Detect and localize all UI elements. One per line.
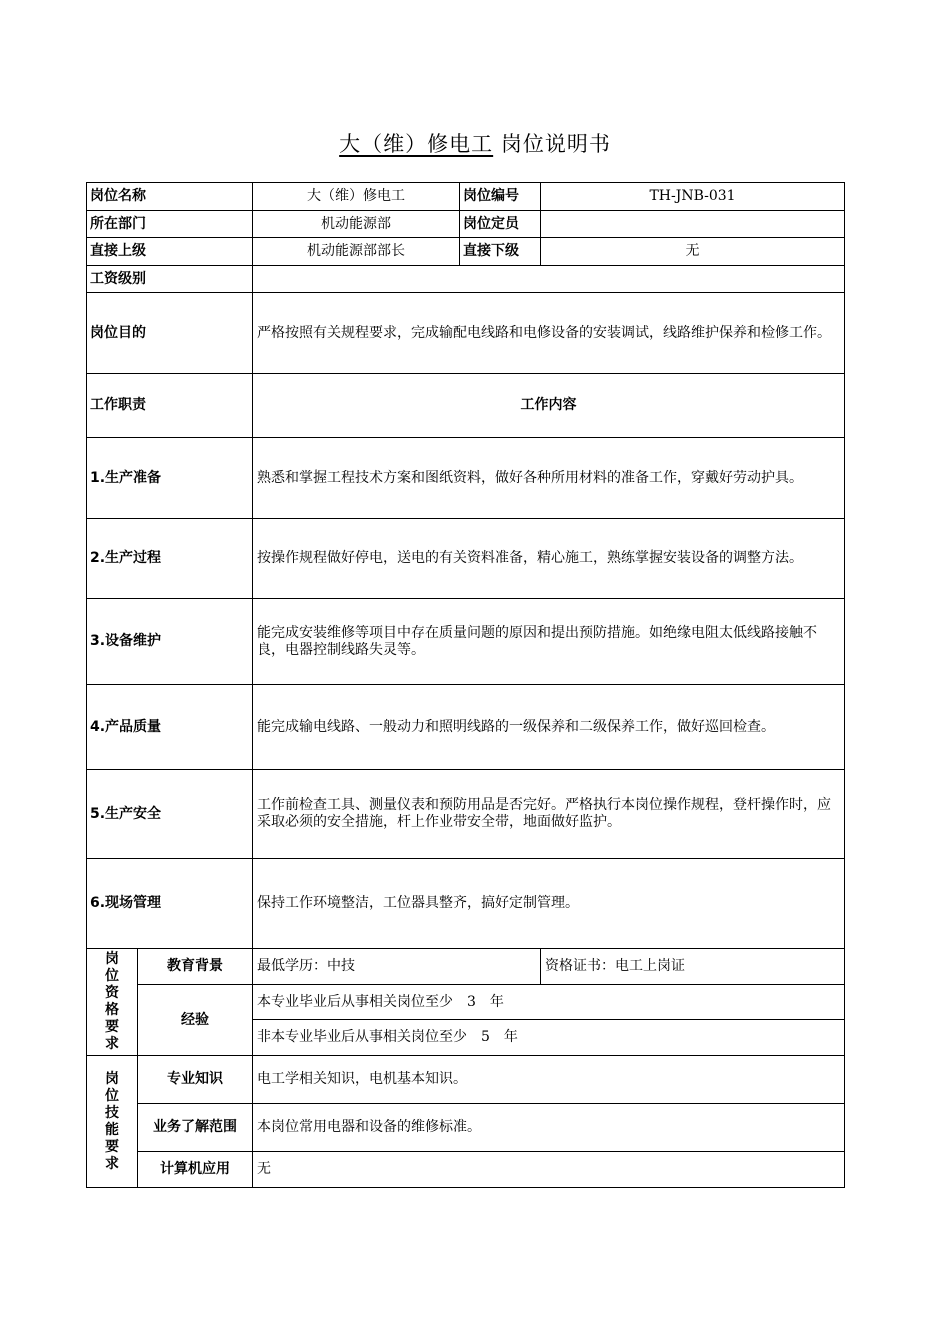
staff-value (541, 211, 845, 238)
post-code-label: 岗位编号 (460, 183, 541, 211)
duty-label: 2.生产过程 (87, 519, 253, 599)
scope-label: 业务了解范围 (138, 1104, 253, 1152)
certificate-value: 资格证书：电工上岗证 (541, 949, 845, 985)
subordinate-value: 无 (541, 238, 845, 266)
scope-value: 本岗位常用电器和设备的维修标准。 (253, 1104, 845, 1152)
duty-label: 6.现场管理 (87, 859, 253, 949)
row-education (87, 949, 845, 985)
row-superior (87, 238, 845, 266)
duty-row (87, 438, 845, 519)
duty-label: 5.生产安全 (87, 770, 253, 859)
duty-content: 熟悉和掌握工程技术方案和图纸资料，做好各种所用材料的准备工作，穿戴好劳动护具。 (253, 438, 845, 519)
row-duties-header (87, 374, 845, 438)
knowledge-value: 电工学相关知识，电机基本知识。 (253, 1056, 845, 1104)
duties-header-label: 工作职责 (87, 374, 253, 438)
skills-group-label: 岗位技能要求 (87, 1056, 138, 1188)
dept-label: 所在部门 (87, 211, 253, 238)
salary-label: 工资级别 (87, 266, 253, 293)
duty-row (87, 599, 845, 685)
post-name-value: 大（维）修电工 (253, 183, 460, 211)
superior-value: 机动能源部部长 (253, 238, 460, 266)
page-title-main: 大（维）修电工 (339, 132, 494, 156)
row-salary (87, 266, 845, 293)
experience-label: 经验 (138, 985, 253, 1056)
post-code-value: TH-JNB-031 (541, 183, 845, 211)
computer-value: 无 (253, 1152, 845, 1188)
row-purpose (87, 293, 845, 374)
row-knowledge (87, 1056, 845, 1104)
duty-content: 按操作规程做好停电，送电的有关资料准备，精心施工，熟练掌握安装设备的调整方法。 (253, 519, 845, 599)
row-scope (87, 1104, 845, 1152)
page-title-suffix: 岗位说明书 (500, 132, 611, 156)
duty-content: 能完成安装维修等项目中存在质量问题的原因和提出预防措施。如绝缘电阻太低线路接触不良，电器控制线路失灵等。 (253, 599, 845, 685)
duty-row (87, 519, 845, 599)
dept-value: 机动能源部 (253, 211, 460, 238)
subordinate-label: 直接下级 (460, 238, 541, 266)
duty-row (87, 685, 845, 770)
page-title (0, 128, 950, 158)
salary-value (253, 266, 845, 293)
experience-value-2: 非本专业毕业后从事相关岗位至少 5 年 (253, 1020, 845, 1056)
education-value: 最低学历：中技 (253, 949, 541, 985)
computer-label: 计算机应用 (138, 1152, 253, 1188)
row-dept (87, 211, 845, 238)
knowledge-label: 专业知识 (138, 1056, 253, 1104)
post-name-label: 岗位名称 (87, 183, 253, 211)
duties-header-content: 工作内容 (253, 374, 845, 438)
qualification-group-label: 岗位资格要求 (87, 949, 138, 1056)
duty-label: 1.生产准备 (87, 438, 253, 519)
duty-content: 能完成输电线路、一般动力和照明线路的一级保养和二级保养工作，做好巡回检查。 (253, 685, 845, 770)
experience-value-1: 本专业毕业后从事相关岗位至少 3 年 (253, 985, 845, 1020)
duty-row (87, 859, 845, 949)
duty-content: 工作前检查工具、测量仪表和预防用品是否完好。严格执行本岗位操作规程，登杆操作时，应采取必须的安全措施，杆上作业带安全带，地面做好监护。 (253, 770, 845, 859)
education-label: 教育背景 (138, 949, 253, 985)
purpose-label: 岗位目的 (87, 293, 253, 374)
duty-row (87, 770, 845, 859)
job-description-table (86, 182, 845, 1188)
superior-label: 直接上级 (87, 238, 253, 266)
duty-content: 保持工作环境整洁，工位器具整齐，搞好定制管理。 (253, 859, 845, 949)
staff-label: 岗位定员 (460, 211, 541, 238)
duty-label: 3.设备维护 (87, 599, 253, 685)
row-experience-1 (87, 985, 845, 1020)
row-computer (87, 1152, 845, 1188)
row-post-name (87, 183, 845, 211)
duty-label: 4.产品质量 (87, 685, 253, 770)
purpose-value: 严格按照有关规程要求，完成输配电线路和电修设备的安装调试，线路维护保养和检修工作。 (253, 293, 845, 374)
